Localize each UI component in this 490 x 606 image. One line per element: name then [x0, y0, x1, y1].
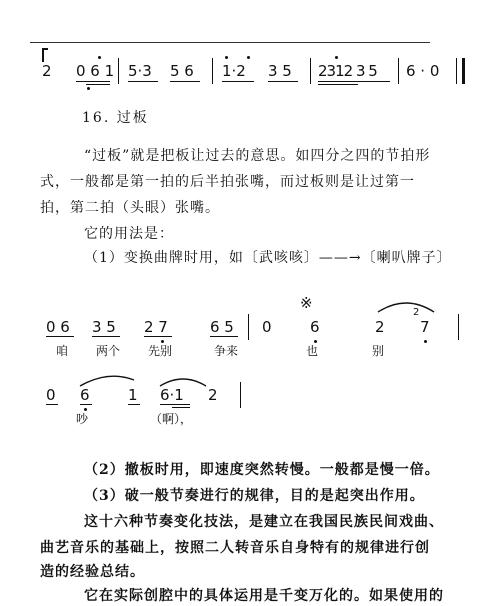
underline — [268, 81, 298, 82]
barline — [240, 382, 241, 408]
lyric: 两个 — [96, 344, 121, 358]
usage-item-1: （1）变换曲牌时用，如〔武咳咳〕——→〔喇叭牌子〕 — [84, 250, 452, 266]
meter: 2 — [42, 62, 52, 80]
low-dot — [424, 340, 427, 343]
underline — [222, 81, 254, 82]
paragraph-line: 它在实际创腔中的具体运用是千变万化的。如果使用的 — [84, 588, 444, 604]
note: 2 — [208, 386, 218, 404]
note-group: 0 6 1 — [76, 62, 115, 80]
note: 1 — [128, 386, 138, 404]
underline — [46, 336, 74, 337]
note-group: 1·2 — [222, 62, 246, 80]
high-dot — [98, 56, 101, 59]
underline — [172, 407, 190, 408]
barline — [458, 314, 459, 340]
lyric: 别 — [372, 344, 385, 358]
paragraph-line: 曲艺音乐的基础上，按照二人转音乐自身特有的规律进行创 — [40, 540, 430, 556]
note-group: 2312 3 5 — [318, 62, 377, 80]
underline — [128, 81, 158, 82]
underline — [318, 81, 390, 82]
slur — [78, 372, 198, 388]
note-group: 6 · 0 — [406, 62, 440, 80]
usage-item-3: （3）破一般节奏进行的规律，目的是起突出作用。 — [84, 488, 425, 504]
paragraph-line: 式，一般都是第一拍的后半拍张嘴，而过板则是让过第一 — [40, 174, 415, 190]
note-group: 3 5 — [268, 62, 292, 80]
lyric: 咱 — [56, 344, 69, 358]
low-dot — [161, 340, 164, 343]
paragraph-line: 拍，第二拍（头眼）张嘴。 — [40, 200, 220, 216]
underline — [92, 336, 120, 337]
note: 2 — [375, 318, 385, 336]
note-group: 2 7 — [144, 318, 168, 336]
note: 0 — [262, 318, 272, 336]
underline — [46, 404, 58, 405]
lyric: 吵 — [76, 412, 89, 426]
note-group: 6·1 — [160, 386, 184, 404]
high-dot — [225, 56, 228, 59]
segno-sign: ※ — [300, 294, 313, 312]
paragraph-line: “过板”就是把板让过去的意思。如四分之四的节拍形 — [84, 148, 431, 164]
note: 6 — [310, 318, 320, 336]
paragraph-line: 造的经验总结。 — [40, 564, 145, 580]
usage-item-2: （2）撤板时用，即速度突然转慢。一般都是慢一倍。 — [84, 462, 440, 478]
note-group: 6 5 — [210, 318, 234, 336]
barline — [248, 314, 249, 340]
underline — [160, 404, 190, 405]
low-dot — [87, 87, 90, 90]
slur — [376, 298, 436, 314]
lyric: 先别 — [148, 344, 173, 358]
note: 6 — [80, 386, 90, 404]
lyric: 争来 — [214, 344, 239, 358]
top-staff-line — [30, 42, 430, 43]
high-dot — [247, 56, 250, 59]
note: 0 — [46, 386, 56, 404]
high-dot — [335, 56, 338, 59]
lyric: （啊）， — [150, 412, 193, 426]
underline — [128, 404, 140, 405]
section-heading: 16. 过板 — [82, 110, 149, 126]
low-dot — [314, 340, 317, 343]
underline — [210, 336, 238, 337]
note-group: 0 6 — [46, 318, 70, 336]
underline — [76, 81, 110, 82]
grace-note: 2 — [413, 307, 420, 318]
underline — [318, 84, 358, 85]
underline — [144, 336, 172, 337]
underline — [80, 404, 92, 405]
final-barline — [462, 58, 465, 84]
barline — [212, 58, 213, 84]
barline — [310, 58, 311, 84]
barline — [398, 58, 399, 84]
underline — [170, 81, 200, 82]
system-bracket — [42, 48, 48, 62]
barline — [118, 58, 119, 84]
note-group: 5 6 — [170, 62, 194, 80]
lyric: 也 — [306, 344, 319, 358]
usage-title: 它的用法是： — [84, 226, 174, 242]
note-group: 5·3 — [128, 62, 152, 80]
paragraph-line: 这十六种节奏变化技法，是建立在我国民族民间戏曲、 — [84, 514, 444, 530]
note-group: 3 5 — [92, 318, 116, 336]
underline — [86, 84, 110, 85]
barline — [456, 58, 457, 84]
note: 7 — [420, 318, 430, 336]
low-dot — [84, 408, 87, 411]
